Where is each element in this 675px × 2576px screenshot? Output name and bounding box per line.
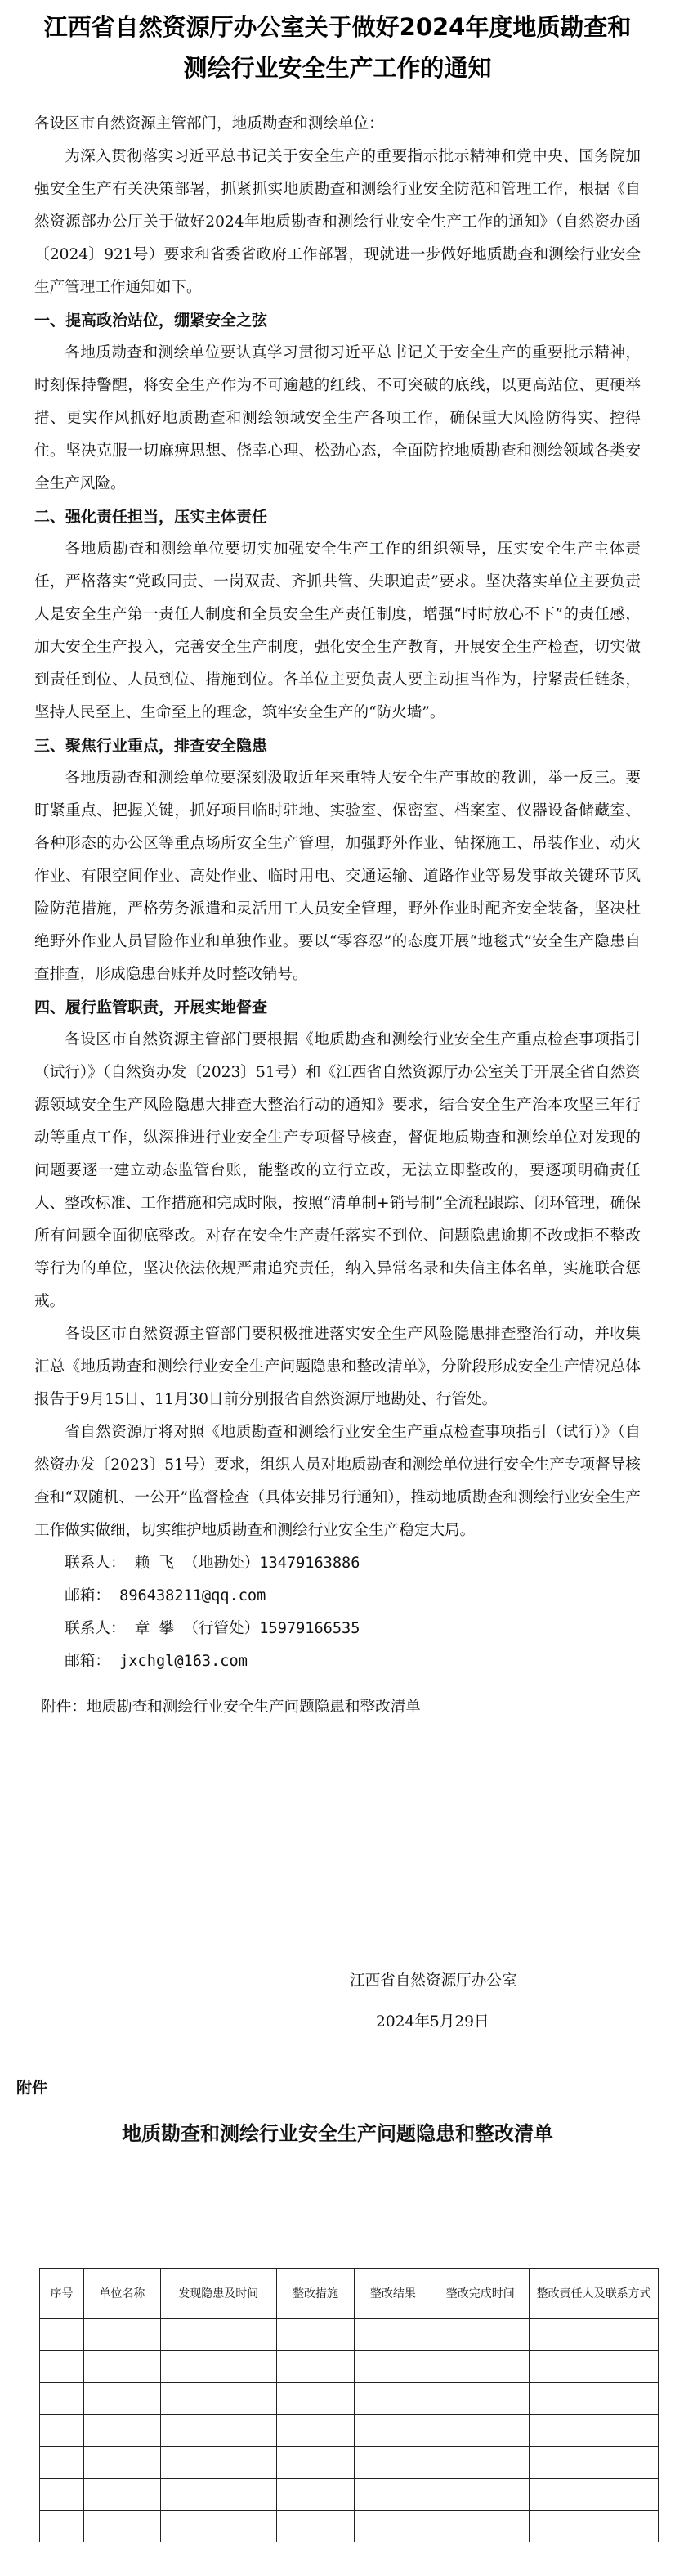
table-cell xyxy=(276,2479,355,2511)
table-cell xyxy=(83,2479,160,2511)
table-cell xyxy=(160,2415,276,2447)
table-cell xyxy=(40,2511,84,2542)
section-3-heading: 三、聚焦行业重点，排查安全隐患 xyxy=(34,737,268,755)
table-cell xyxy=(355,2319,431,2351)
table-cell xyxy=(160,2319,276,2351)
table-cell xyxy=(83,2447,160,2479)
table-cell xyxy=(530,2383,659,2415)
contact-email-1: 邮箱： 896438211@qq.com xyxy=(65,1587,266,1604)
section-2-heading: 二、强化责任担当，压实主体责任 xyxy=(34,508,268,526)
section-1-text: 各地质勘查和测绘单位要认真学习贯彻习近平总书记关于安全生产的重要批示精神，时刻保持警醒，将安全生产作为不可逾越的红线、不可突破的底线，以更高站位、更硬举措、更实作风抓好地质勘查和测绘领域安全生产各项工作，确保重大风险防得实、控得住。坚决克服一切麻痹思想、侥幸心理、松劲心态，全面防控地质勘查和测绘领域各类安全生产风险。 xyxy=(34,344,641,492)
table-cell xyxy=(83,2511,160,2542)
table-cell xyxy=(83,2415,160,2447)
table-cell xyxy=(431,2319,530,2351)
table-cell xyxy=(355,2479,431,2511)
col-header-result: 整改结果 xyxy=(355,2269,431,2319)
table-cell xyxy=(355,2447,431,2479)
table-cell xyxy=(40,2479,84,2511)
table-row xyxy=(40,2351,659,2383)
section-2-text: 各地质勘查和测绘单位要切实加强安全生产工作的组织领导，压实安全生产主体责任，严格落实“党政同责、一岗双责、齐抓共管、失职追责”要求。坚决落实单位主要负责人是安全生产第一责任人制度和全员安全生产责任制度，增强“时时放心不下”的责任感，加大安全生产投入，完善安全生产制度，强化安全生产教育，开展安全生产检查，切实做到责任到位、人员到位、措施到位。各单位主要负责人要主动担当作为，拧紧责任链条，坚持人民至上、生命至上的理念，筑牢安全生产的“防火墙”。 xyxy=(34,541,641,721)
table-cell xyxy=(431,2415,530,2447)
col-header-index: 序号 xyxy=(40,2269,84,2319)
table-cell xyxy=(276,2415,355,2447)
table-cell xyxy=(431,2351,530,2383)
issuer-name: 江西省自然资源厅办公室 xyxy=(350,1972,517,1990)
table-cell xyxy=(40,2319,84,2351)
issue-date: 2024年5月29日 xyxy=(376,2013,489,2031)
table-cell xyxy=(83,2383,160,2415)
table-cell xyxy=(530,2415,659,2447)
table-cell xyxy=(530,2479,659,2511)
attachment-note: 附件：地质勘查和测绘行业安全生产问题隐患和整改清单 xyxy=(41,1699,421,1716)
attachment-label: 附件 xyxy=(16,2079,48,2097)
table-cell xyxy=(40,2351,84,2383)
section-3-text: 各地质勘查和测绘单位要深刻汲取近年来重特大安全生产事故的教训，举一反三。要盯紧重点、把握关键，抓好项目临时驻地、实验室、保密室、档案室、仪器设备储藏室、各种形态的办公区等重点场所安全生产管理，加强野外作业、钻探施工、吊装作业、动火作业、有限空间作业、高处作业、临时用电、交通运输、道路作业等易发事故关键环节风险防范措施，严格劳务派遣和灵活用工人员安全管理，野外作业时配齐安全装备，坚决杜绝野外作业人员冒险作业和单独作业。要以“零容忍”的态度开展“地毯式”安全生产隐患自查排查，形成隐患台账并及时整改销号。 xyxy=(34,770,641,983)
contact-email-2: 邮箱： jxchgl@163.com xyxy=(65,1653,248,1670)
table-cell xyxy=(40,2447,84,2479)
inspection-paragraph: 省自然资源厅将对照《地质勘查和测绘行业安全生产重点检查事项指引（试行）》（自然资办发〔2023〕51号）要求，组织人员对地质勘查和测绘单位进行安全生产专项督导核查和“双随机、一公开”监督检查（具体安排另行通知），推动地质勘查和测绘行业安全生产工作做实做细，切实维护地质勘查和测绘行业安全生产稳定大局。 xyxy=(34,1424,641,1539)
table-row xyxy=(40,2447,659,2479)
table-row xyxy=(40,2415,659,2447)
rectification-table xyxy=(39,2268,659,2542)
table-cell xyxy=(431,2479,530,2511)
table-cell xyxy=(160,2351,276,2383)
table-row xyxy=(40,2479,659,2511)
table-cell xyxy=(355,2351,431,2383)
document-title: 江西省自然资源厅办公室关于做好2024年度地质勘查和测绘行业安全生产工作的通知 xyxy=(43,13,632,82)
table-cell xyxy=(160,2383,276,2415)
table-cell xyxy=(276,2319,355,2351)
table-cell xyxy=(431,2447,530,2479)
table-cell xyxy=(160,2511,276,2542)
table-cell xyxy=(530,2319,659,2351)
table-cell xyxy=(431,2511,530,2542)
contact-person-1: 联系人： 赖 飞 （地勘处）13479163886 xyxy=(65,1555,360,1572)
table-cell xyxy=(83,2319,160,2351)
col-header-responsible: 整改责任人及联系方式 xyxy=(530,2269,659,2319)
table-cell xyxy=(276,2447,355,2479)
col-header-hazard: 发现隐患及时间 xyxy=(160,2269,276,2319)
table-cell xyxy=(355,2415,431,2447)
table-cell xyxy=(83,2351,160,2383)
table-cell xyxy=(530,2511,659,2542)
table-cell xyxy=(160,2447,276,2479)
contact-person-2: 联系人： 章 攀 （行管处）15979166535 xyxy=(65,1620,360,1637)
table-cell xyxy=(355,2511,431,2542)
section-4-text: 各设区市自然资源主管部门要根据《地质勘查和测绘行业安全生产重点检查事项指引（试行）》（自然资办发〔2023〕51号）和《江西省自然资源厅办公室关于开展全省自然资源领域安全生产风险隐患大排查大整治行动的通知》要求，结合安全生产治本攻坚三年行动等重点工作，纵深推进行业安全生产专项督导核查，督促地质勘查和测绘单位对发现的问题要逐一建立动态监管台账，能整改的立行立改，无法立即整改的，要逐项明确责任人、整改标准、工作措施和完成时限，按照“清单制+销号制”全流程跟踪、闭环管理，确保所有问题全面彻底整改。对存在安全生产责任落实不到位、问题隐患逾期不改或拒不整改等行为的单位，坚决依法依规严肃追究责任，纳入异常名录和失信主体名单，实施联合惩戒。 xyxy=(34,1031,641,1310)
document-body xyxy=(34,108,641,1724)
section-4-heading: 四、履行监管职责，开展实地督查 xyxy=(34,999,268,1016)
col-header-measures: 整改措施 xyxy=(276,2269,355,2319)
table-row xyxy=(40,2383,659,2415)
table-cell xyxy=(40,2415,84,2447)
salutation: 各设区市自然资源主管部门，地质勘查和测绘单位： xyxy=(34,115,384,132)
table-cell xyxy=(276,2351,355,2383)
table-row xyxy=(40,2511,659,2542)
table-row xyxy=(40,2319,659,2351)
attachment-title: 地质勘查和测绘行业安全生产问题隐患和整改清单 xyxy=(122,2122,553,2145)
intro-paragraph: 为深入贯彻落实习近平总书记关于安全生产的重要指示批示精神和党中央、国务院加强安全生产有关决策部署，抓紧抓实地质勘查和测绘行业安全防范和管理工作，根据《自然资源部办公厅关于做好2024年地质勘查和测绘行业安全生产工作的通知》（自然资办函〔2024〕921号）要求和省委省政府工作部署，现就进一步做好地质勘查和测绘行业安全生产管理工作通知如下。 xyxy=(34,148,641,296)
table-cell xyxy=(355,2383,431,2415)
table-cell xyxy=(431,2383,530,2415)
table-cell xyxy=(276,2383,355,2415)
col-header-completion-time: 整改完成时间 xyxy=(431,2269,530,2319)
table-cell xyxy=(160,2479,276,2511)
table-header-row xyxy=(40,2269,659,2319)
table-cell xyxy=(276,2511,355,2542)
section-1-heading: 一、提高政治站位，绷紧安全之弦 xyxy=(34,312,268,330)
table-cell xyxy=(40,2383,84,2415)
table-cell xyxy=(530,2447,659,2479)
col-header-unit: 单位名称 xyxy=(83,2269,160,2319)
table-cell xyxy=(530,2351,659,2383)
report-paragraph: 各设区市自然资源主管部门要积极推进落实安全生产风险隐患排查整治行动，并收集汇总《地质勘查和测绘行业安全生产问题隐患和整改清单》，分阶段形成安全生产情况总体报告于9月15日、11月30日前分别报省自然资源厅地勘处、行管处。 xyxy=(34,1326,641,1408)
table-body xyxy=(40,2319,659,2542)
